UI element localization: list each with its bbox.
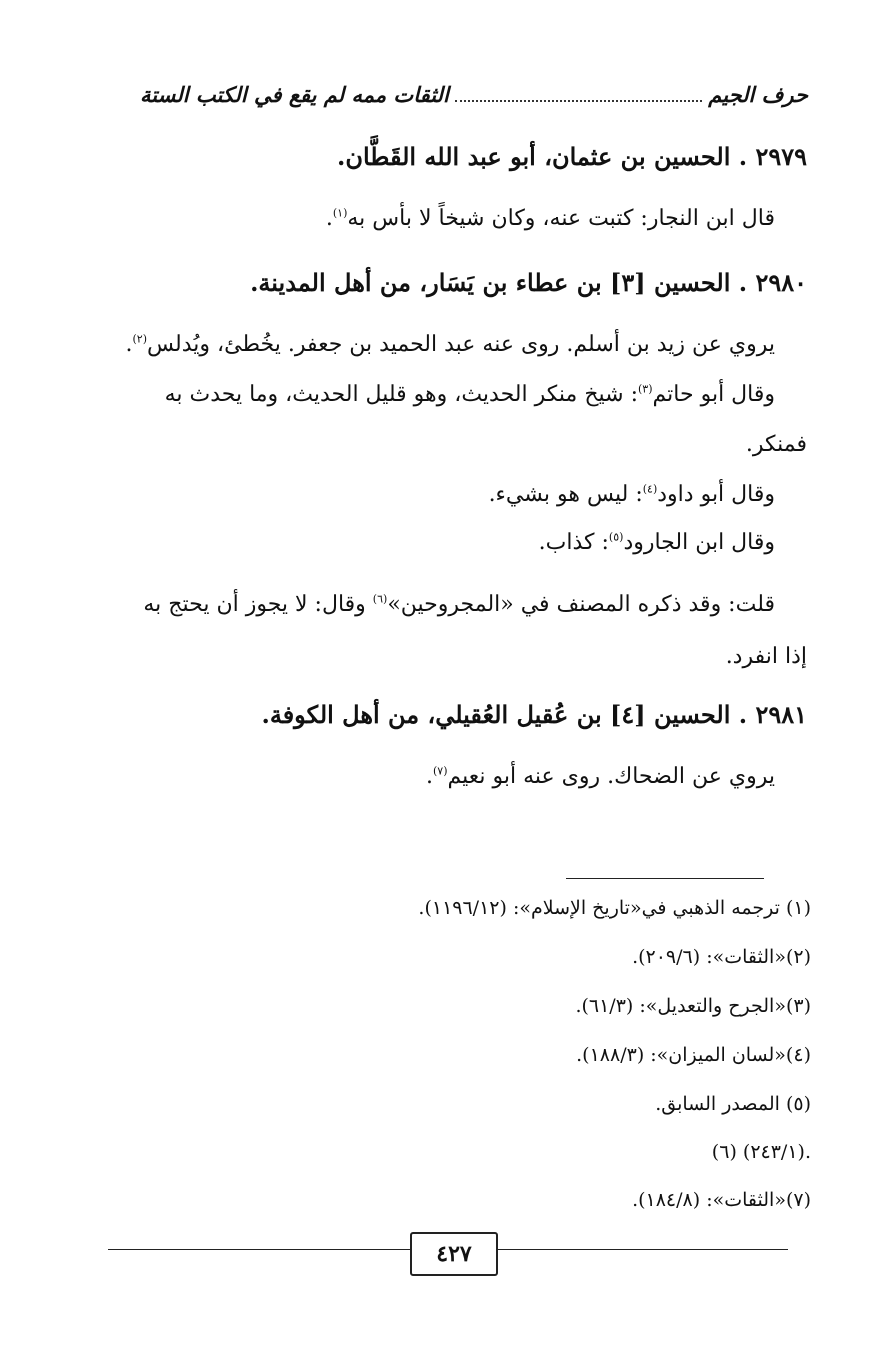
line-tail: . xyxy=(325,206,333,231)
line-tail: وقال: لا يجوز أن يحتج به xyxy=(143,592,373,617)
line-text: يروي عن الضحاك. روى عنه أبو نعيم xyxy=(447,764,775,789)
footnote-ref: (٥) xyxy=(608,530,624,544)
footnote-ref: (٤) xyxy=(642,482,658,496)
line-tail: : كذاب. xyxy=(538,530,609,555)
bottom-rule-left xyxy=(108,1249,410,1250)
line-text: وقال أبو داود xyxy=(657,482,775,507)
footnote-ref: (٦) xyxy=(372,592,388,606)
entry-heading-2979: ٢٩٧٩ . الحسين بن عثمان، أبو عبد الله القَطَّان. xyxy=(336,142,807,171)
footnote-ref: (٣) xyxy=(638,382,653,396)
entry-2980-line-2 xyxy=(165,382,775,407)
footnote-6: (٦) (٢٤٣/١). xyxy=(711,1141,811,1163)
footnote-4: (٤)«لسان الميزان»: (١٨٨/٣). xyxy=(576,1044,811,1066)
entry-heading-2980: ٢٩٨٠ . الحسين [٣] بن عطاء بن يَسَار، من أهل المدينة. xyxy=(250,268,807,297)
entry-heading-2981: ٢٩٨١ . الحسين [٤] بن عُقيل العُقيلي، من أهل الكوفة. xyxy=(261,700,807,729)
bottom-rule-right xyxy=(496,1249,788,1250)
footnote-7: (٧)«الثقات»: (١٨٤/٨). xyxy=(632,1189,811,1211)
running-head-dots xyxy=(455,100,702,102)
line-tail: . xyxy=(425,764,433,789)
entry-2980-line-6 xyxy=(143,592,775,617)
entry-2980-line-5 xyxy=(539,530,775,555)
footnote-ref: (١) xyxy=(332,206,348,220)
line-text: وقال ابن الجارود xyxy=(623,530,775,555)
footnote-5: (٥) المصدر السابق. xyxy=(655,1093,811,1115)
line-tail: . xyxy=(125,332,133,357)
entry-2980-line-1 xyxy=(125,332,775,357)
page-number: ٤٢٧ xyxy=(410,1232,498,1276)
entry-2980-line-7 xyxy=(726,644,807,669)
entry-2979-line-1 xyxy=(326,206,775,231)
line-text: قال ابن النجار: كتبت عنه، وكان شيخاً لا بأس به xyxy=(347,206,775,231)
entry-2981-line-1 xyxy=(426,764,775,789)
footnote-ref: (٧) xyxy=(432,764,448,778)
line-text: فمنكر. xyxy=(745,432,807,457)
line-text: وقال أبو حاتم xyxy=(652,382,775,407)
entry-2980-line-4 xyxy=(489,482,775,507)
entry-2980-line-3 xyxy=(746,432,807,457)
footnote-3: (٣)«الجرح والتعديل»: (٦١/٣). xyxy=(575,995,811,1017)
footnote-1: (١) ترجمه الذهبي في«تاريخ الإسلام»: (١١٩٦/١٢). xyxy=(418,897,811,919)
line-text: يروي عن زيد بن أسلم. روى عنه عبد الحميد بن جعفر. يخُطئ، ويُدلس xyxy=(147,332,775,357)
running-head-chapter: حرف الجيم xyxy=(708,82,808,107)
line-tail: : شيخ منكر الحديث، وهو قليل الحديث، وما يحدث به xyxy=(164,382,638,407)
footnote-ref: (٢) xyxy=(132,332,147,346)
footnote-2: (٢)«الثقات»: (٢٠٩/٦). xyxy=(632,946,811,968)
running-head-book-title: الثقات ممه لم يقع في الكتب الستة xyxy=(140,82,449,107)
line-text: إذا انفرد. xyxy=(725,644,807,669)
line-text: قلت: وقد ذكره المصنف في «المجروحين» xyxy=(387,592,775,617)
running-head xyxy=(140,82,808,114)
line-tail: : ليس هو بشيء. xyxy=(488,482,643,507)
footnote-separator xyxy=(566,878,764,879)
